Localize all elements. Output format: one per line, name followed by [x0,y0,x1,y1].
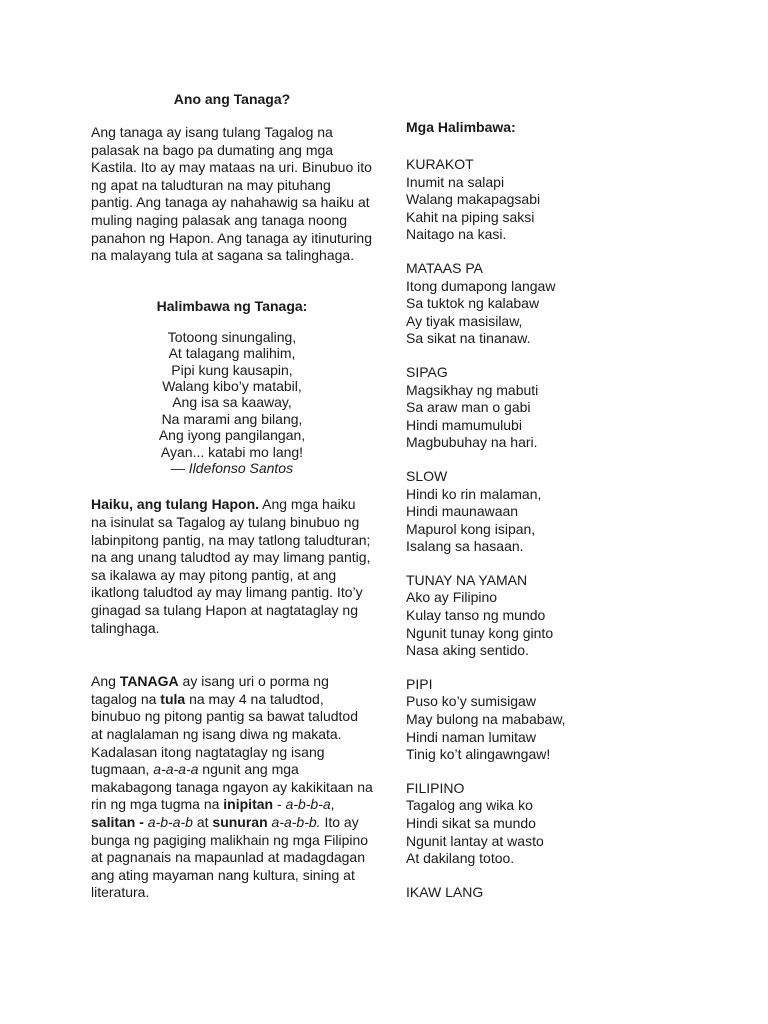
poem-line: Ako ay Filipino [406,589,498,606]
text-run: at [192,813,213,830]
text-run: , [330,796,335,813]
poem-line: Nasa aking sentido. [406,642,529,659]
haiku-paragraph [91,496,373,637]
poem-line: At talagang malihim, [168,345,296,362]
poem-line: Magbubuhay na hari. [406,434,538,451]
poem-title: SIPAG [406,363,448,380]
poem-line: Mapurol kong isipan, [406,520,536,537]
text-run-bold: TANAGA [119,673,179,690]
text-run-bold: sunuran [212,813,268,830]
poem-line: Inumit na salapi [406,173,505,190]
poem-stanza [406,676,666,764]
poem-line: Walang kibo’y matabil, [162,377,302,394]
poem-line: Tagalog ang wika ko [406,797,533,814]
text-run-bold: salitan - [91,813,144,830]
text-run: ngunit ang mga makabagong tanaga ngayon ay kakikitaan na rin ng mga tugma na [91,761,373,813]
text-run: na may 4 na taludtod, binubuo ng pitong pantig sa bawat taludtod at naglalaman ng isang diwa ng makata. Kadalasan itong nagtataglay ng isang tugmaan, [91,690,358,778]
text-run-bold: inipitan [223,796,274,813]
poem-title: KURAKOT [406,156,474,172]
poem-line: Puso ko’y sumisigaw [406,693,536,710]
poem-stanza [406,156,666,244]
poem-line: Naitago na kasi. [406,226,507,243]
poem-line: Sa tuktok ng kalabaw [406,295,540,312]
poem-line: Kahit na piping saksi [406,208,535,225]
haiku-lead: Haiku, ang tulang Hapon. [91,496,260,513]
poem-list [406,156,666,901]
text-run-italic: a-b-a-b [147,813,193,830]
poem-line: Hindi ko rin malaman, [406,485,542,502]
text-run: ay isang uri o porma ng tagalog na [91,673,329,707]
text-run: - [273,796,286,813]
poem-stanza [406,468,666,556]
poem-line: Tinig ko’t alingawngaw! [406,746,551,763]
poem-line: May bulong na mababaw, [406,711,566,728]
haiku-text: Ang mga haiku na isinulat sa Tagalog ay tulang binubuo ng labinpitong pantig, na may tatlong taludturan; na ang unang taludtod ay may limang pantig, sa ikalawa ay may pitong pantig, at ang ikatlong taludtod ay may limang pantig. Ito’y ginagad sa tulang Hapon at nagtataglay ng talinghaga. [91,496,371,636]
poem-line: Hindi naman lumitaw [406,728,536,745]
poem-title: MATAAS PA [406,259,484,276]
intro-paragraph: Ang tanaga ay isang tulang Tagalog na palasak na bago pa dumating ang mga Kastila. Ito ay may mataas na uri. Binubuo ito ng apat na taludturan na may pituhang pantig. Ang tanaga ay nahahawig sa haiku at muling naging palasak ang tanaga noong panahon ng Hapon. Ang tanaga ay itinuturing na malayang tula at sagana sa talinghaga. [91,124,373,264]
example-poem [91,329,373,477]
poem-line: Sa sikat na tinanaw. [406,330,531,347]
poem-line: Walang makapagsabi [406,191,541,208]
poem-title: PIPI [406,675,433,692]
poem-author: — Ildefonso Santos [170,460,294,476]
poem-line: Isalang sa hasaan. [406,538,524,555]
text-run: Ang [91,673,120,690]
poem-title: FILIPINO [406,779,465,796]
section-heading-ano-ang-tanaga: Ano ang Tanaga? [173,91,291,107]
poem-line: Magsikhay ng mabuti [406,381,539,398]
right-column [406,118,666,917]
poem-line: Ang iyong pangilangan, [158,427,306,444]
poem-line: Hindi maunawaan [406,503,519,520]
poem-line: Sa araw man o gabi [406,399,531,416]
poem-line: Pipi kung kausapin, [171,361,293,378]
poem-line: Itong dumapong langaw [406,277,556,294]
poem-line: Ay tiyak masisilaw, [406,312,523,329]
poem-line: Hindi sikat sa mundo [406,815,536,831]
poem-line: At dakilang totoo. [406,850,515,867]
poem-stanza [406,364,666,452]
poem-line: Hindi mamumulubi [406,416,522,433]
poem-line: Na marami ang bilang, [161,410,303,427]
poem-line: Ayan... katabi mo lang! [160,443,304,460]
poem-stanza [406,260,666,348]
text-run-italic: a-a-a-a [153,761,199,778]
text-run-italic: a-b-b-a [285,796,331,813]
poem-title: SLOW [406,467,448,484]
poem-line: Totoong sinungaling, [167,328,297,345]
poem-title: IKAW LANG [406,883,484,900]
examples-title: Mga Halimbawa: [406,119,516,135]
poem-stanza [406,780,666,868]
poem-line: Ngunit lantay at wasto [406,832,544,849]
example-heading: Halimbawa ng Tanaga: [156,297,308,314]
poem-line: Ang isa sa kaaway, [172,394,292,411]
text-run-bold: tula [160,690,186,707]
tanaga-paragraph [91,673,373,902]
left-column [91,90,373,902]
poem-stanza [406,884,666,902]
poem-stanza [406,572,666,660]
text-run: Ito ay bunga ng pagiging malikhain ng mga Filipino at pagnanais na mapaunlad at madagdagan ang ating mayaman nang kultura, sining at literatura. [91,813,369,901]
text-run-italic: a-a-b-b. [271,813,321,830]
poem-line: Ngunit tunay kong ginto [406,624,554,641]
poem-line: Kulay tanso ng mundo [406,607,546,624]
poem-title: TUNAY NA YAMAN [406,571,528,588]
